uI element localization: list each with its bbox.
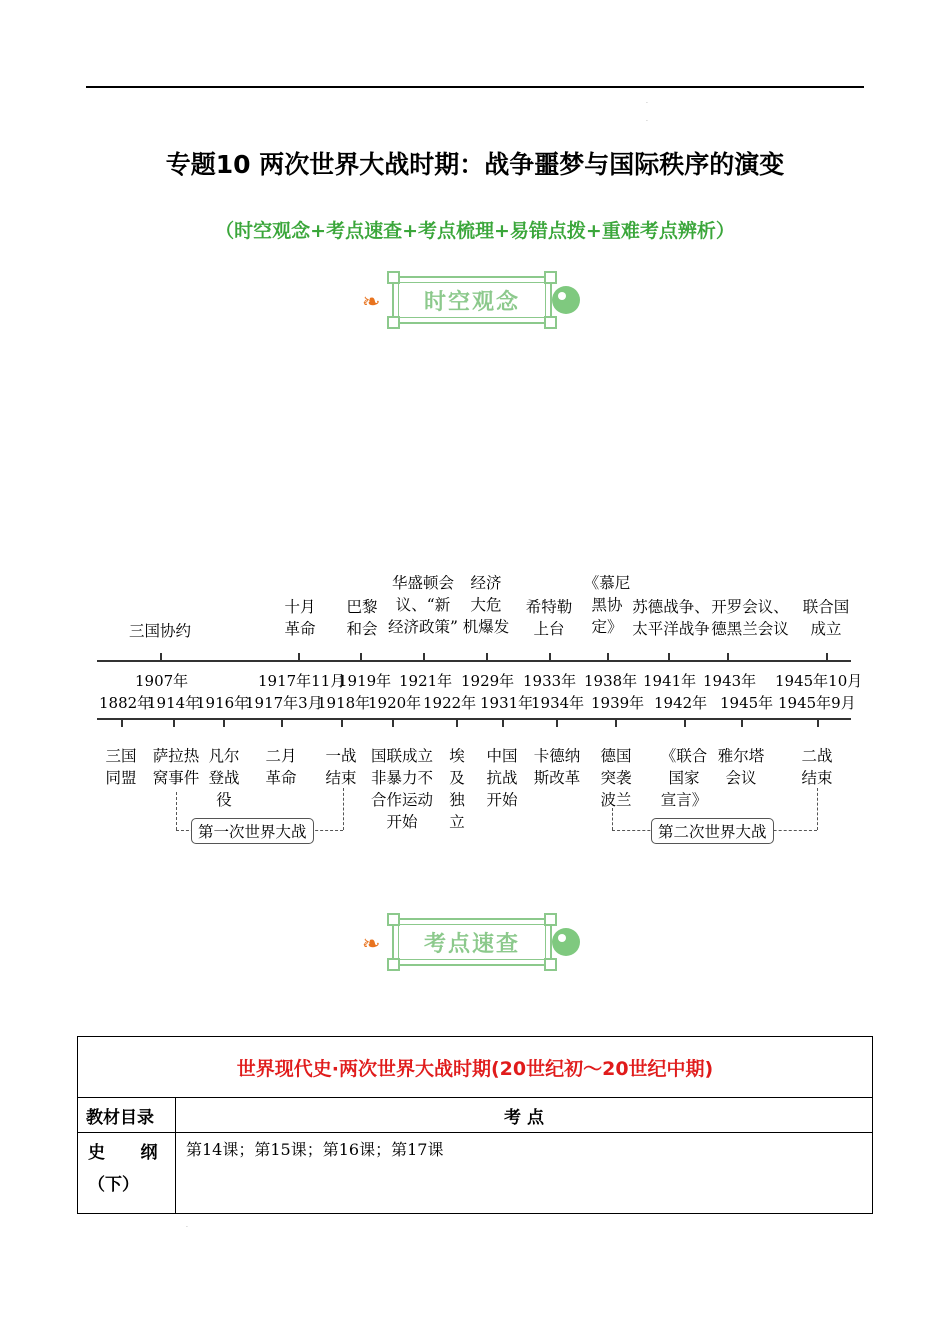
event-label: 二战 结束 <box>801 747 833 787</box>
year-label: 1918年 <box>317 694 371 712</box>
badge-corner <box>387 271 400 284</box>
badge-frame <box>392 276 552 324</box>
event-label: 德国 突袭 波兰 <box>600 747 632 809</box>
event-label: 苏德战争、 太平洋战争 <box>632 598 710 638</box>
badge-label: 时空观念 <box>398 282 546 318</box>
badge-corner <box>544 316 557 329</box>
year-label: 1919年 <box>338 672 392 690</box>
event-label: 华盛顿会 议、“新 经济政策” <box>388 574 458 636</box>
tick <box>549 653 551 661</box>
war-bracket <box>176 792 177 830</box>
tick <box>456 719 458 727</box>
tick <box>615 719 617 727</box>
tick <box>817 719 819 727</box>
year-label: 1934年 <box>531 694 585 712</box>
event-label: 经济 大危 机爆发 <box>462 574 510 636</box>
event-label: 十月 革命 <box>284 598 316 638</box>
year-label: 1945年10月 <box>775 672 863 690</box>
war-bracket <box>612 808 613 830</box>
tick <box>298 653 300 661</box>
event-label: 希特勒 上台 <box>525 598 573 638</box>
year-label: 1922年 <box>423 694 477 712</box>
event-label: 国联成立 非暴力不 合作运动 开始 <box>370 747 433 831</box>
badge-corner <box>387 316 400 329</box>
year-label: 1945年9月 <box>778 694 856 712</box>
row-content: 第14课；第15课；第16课；第17课 <box>176 1133 873 1214</box>
event-label: 中国 抗战 开始 <box>486 747 518 809</box>
year-label: 1933年 <box>523 672 577 690</box>
circle-icon <box>552 928 580 956</box>
year-label: 1931年 <box>480 694 534 712</box>
timeline-upper-line <box>97 660 851 662</box>
badge-corner <box>387 913 400 926</box>
row-label <box>78 1133 176 1214</box>
year-label: 1917年3月 <box>245 694 323 712</box>
tick <box>392 719 394 727</box>
year-label: 1941年 <box>643 672 697 690</box>
tick <box>486 653 488 661</box>
section-badge-spacetime <box>362 272 577 334</box>
year-label: 1929年 <box>461 672 515 690</box>
event-label: 《慕尼 黑协 定》 <box>583 574 631 636</box>
event-label: 埃 及 独 立 <box>449 747 465 831</box>
timeline-lower-line <box>97 718 851 720</box>
tick <box>727 653 729 661</box>
tick <box>360 653 362 661</box>
dot-mark: . <box>646 98 648 105</box>
badge-corner <box>544 913 557 926</box>
event-label: 巴黎 和会 <box>346 598 378 638</box>
column-header-catalog: 教材目录 <box>78 1098 176 1133</box>
tick <box>223 719 225 727</box>
year-label: 1921年 <box>399 672 453 690</box>
year-label: 1945年 <box>720 694 774 712</box>
circle-icon <box>552 286 580 314</box>
leaf-icon: ❧ <box>362 290 381 315</box>
leaf-icon: ❧ <box>362 932 381 957</box>
war-bracket <box>343 788 344 830</box>
section-badge-quickcheck <box>362 914 577 976</box>
war-label-ww1: 第一次世界大战 <box>191 818 314 844</box>
event-label: 开罗会议、 德黑兰会议 <box>711 598 789 638</box>
year-label: 1938年 <box>584 672 638 690</box>
year-label: 1943年 <box>703 672 757 690</box>
event-label: 二月 革命 <box>265 747 297 787</box>
badge-corner <box>544 958 557 971</box>
event-label: 卡德纳 斯改革 <box>533 747 581 787</box>
column-header-points: 考 点 <box>176 1098 873 1133</box>
tick <box>668 653 670 661</box>
year-label: 1920年 <box>368 694 422 712</box>
war-label-ww2: 第二次世界大战 <box>651 818 774 844</box>
tick <box>556 719 558 727</box>
tick <box>173 719 175 727</box>
tick <box>607 653 609 661</box>
tick <box>160 653 162 661</box>
tick <box>741 719 743 727</box>
year-label: 1914年 <box>147 694 201 712</box>
row-label-line1: 史 纲 <box>88 1143 158 1163</box>
tick <box>281 719 283 727</box>
year-label: 1882年 <box>99 694 153 712</box>
tick <box>684 719 686 727</box>
page-subtitle: （时空观念+考点速查+考点梳理+易错点拨+重难考点辨析） <box>215 220 735 242</box>
tick <box>341 719 343 727</box>
year-label: 1917年11月 <box>258 672 346 690</box>
tick <box>121 719 123 727</box>
year-label: 1939年 <box>591 694 645 712</box>
war-bracket <box>817 788 818 830</box>
quickcheck-table <box>77 1036 873 1214</box>
tick <box>826 653 828 661</box>
badge-corner <box>387 958 400 971</box>
badge-corner <box>544 271 557 284</box>
tick <box>502 719 504 727</box>
event-label: 一战 结束 <box>325 747 357 787</box>
year-label: 1907年 <box>135 672 189 690</box>
event-label: 《联合 国家 宣言》 <box>660 747 708 809</box>
table-heading: 世界现代史·两次世界大战时期(20世纪初～20世纪中期) <box>78 1037 873 1098</box>
dot-mark: . <box>646 116 648 123</box>
top-rule <box>86 86 864 88</box>
row-label-line2: （下） <box>88 1175 139 1195</box>
year-label: 1916年 <box>196 694 250 712</box>
event-label: 三国 同盟 <box>105 747 137 787</box>
event-label: 雅尔塔 会议 <box>717 747 765 787</box>
badge-label: 考点速查 <box>398 924 546 960</box>
event-label: 联合国 成立 <box>802 598 850 638</box>
event-label: 凡尔 登战 役 <box>208 747 240 809</box>
dot-mark: . <box>186 1222 188 1229</box>
year-label: 1942年 <box>654 694 708 712</box>
badge-frame <box>392 918 552 966</box>
event-label: 三国协约 <box>128 622 191 640</box>
tick <box>423 653 425 661</box>
page-title: 专题10 两次世界大战时期：战争噩梦与国际秩序的演变 <box>165 150 785 179</box>
event-label: 萨拉热 窝事件 <box>152 747 200 787</box>
